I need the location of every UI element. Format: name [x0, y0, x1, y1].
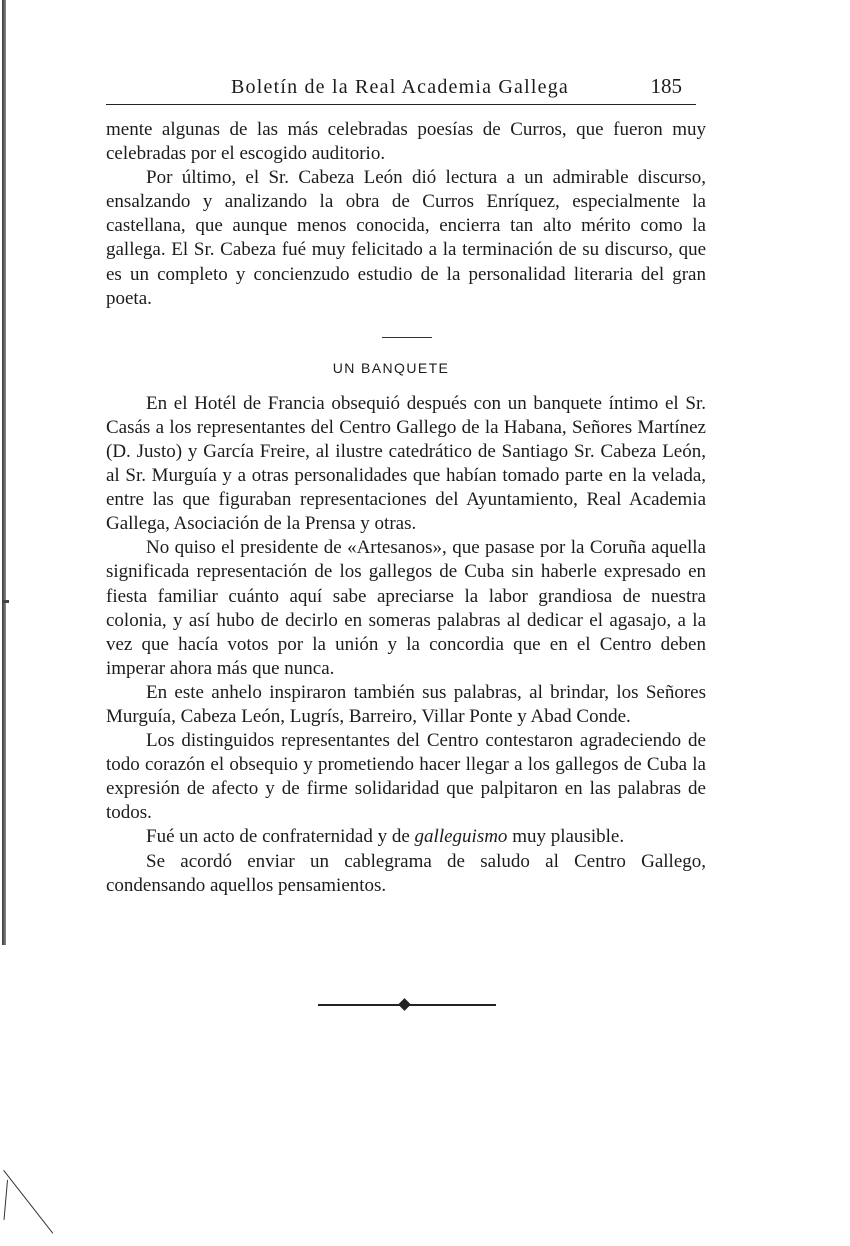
paragraph: En el Hotél de Francia obsequió después con un banquete íntimo el Sr. Casás a los representantes del Centro Gallego de la Habana, Señores Martínez (D. Justo) y García Freire, al ilustre catedrático de Santiago Sr. Cabeza León, al Sr. Murguía y a otras personalidades que habían tomado parte en la velada, entre las que figuraban representaciones del Ayuntamiento, Real Academia Gallega, Asociación de la Prensa y otras. [106, 392, 706, 535]
spine-mark [2, 600, 9, 603]
paragraph: No quiso el presidente de «Artesanos», que pasase por la Coruña aquella significada representación de los gallegos de Cuba sin haberle expresado en fiesta familiar cuánto aquí sabe apreciarse la labor grandiosa de nuestra colonia, y así hubo de decirlo en someras palabras al dedicar el agasajo, a la vez que hacía votos por la unión y la concordia que en el Centro deben imperar ahora más que nunca. [106, 537, 706, 679]
stray-mark [4, 1180, 8, 1220]
section-heading: UN BANQUETE [332, 359, 450, 376]
page-number: 185 [650, 74, 682, 98]
text-run: Fué un acto de confraternidad y de [146, 826, 415, 848]
paragraph: En este anhelo inspiraron también sus palabras, al brindar, los Señores Murguía, Cabeza León, Lugrís, Barreiro, Villar Ponte y Abad Conde. [106, 681, 706, 727]
paragraph: Se acordó enviar un cablegrama de saludo al Centro Gallego, condensando aquellos pensamientos. [106, 850, 706, 896]
text-run: muy plausible. [507, 826, 625, 848]
paragraph: Por último, el Sr. Cabeza León dió lectura a un admirable discurso, ensalzando y analizando la obra de Curros Enríquez, especialmente la castellana, que aunque menos conocida, encierra tan alto mérito como la gallega. El Sr. Cabeza fué muy felicitado a la terminación de su discurso, que es un completo y concienzudo estudio de la personalidad literaria del gran poeta. [106, 167, 706, 309]
end-ornament [318, 1004, 496, 1006]
paragraph: Los distinguidos representantes del Centro contestaron agradeciendo de todo corazón el obsequio y prometiendo hacer llegar a los gallegos de Cuba la expresión de afecto y de firme solidaridad que palpitaron en las palabras de todos. [106, 730, 706, 824]
section-divider [382, 337, 432, 338]
body-text [106, 118, 706, 898]
emphasized-word: galleguismo [414, 826, 508, 848]
stray-mark [3, 1170, 53, 1234]
ornament-diamond [398, 998, 411, 1011]
paragraph [106, 825, 706, 849]
book-spine-edge [2, 0, 6, 945]
running-title: Boletín de la Real Academia Gallega [231, 76, 569, 98]
running-header [106, 70, 696, 105]
paragraph: mente algunas de las más celebradas poesías de Curros, que fueron muy celebradas por el escogido auditorio. [106, 119, 706, 165]
